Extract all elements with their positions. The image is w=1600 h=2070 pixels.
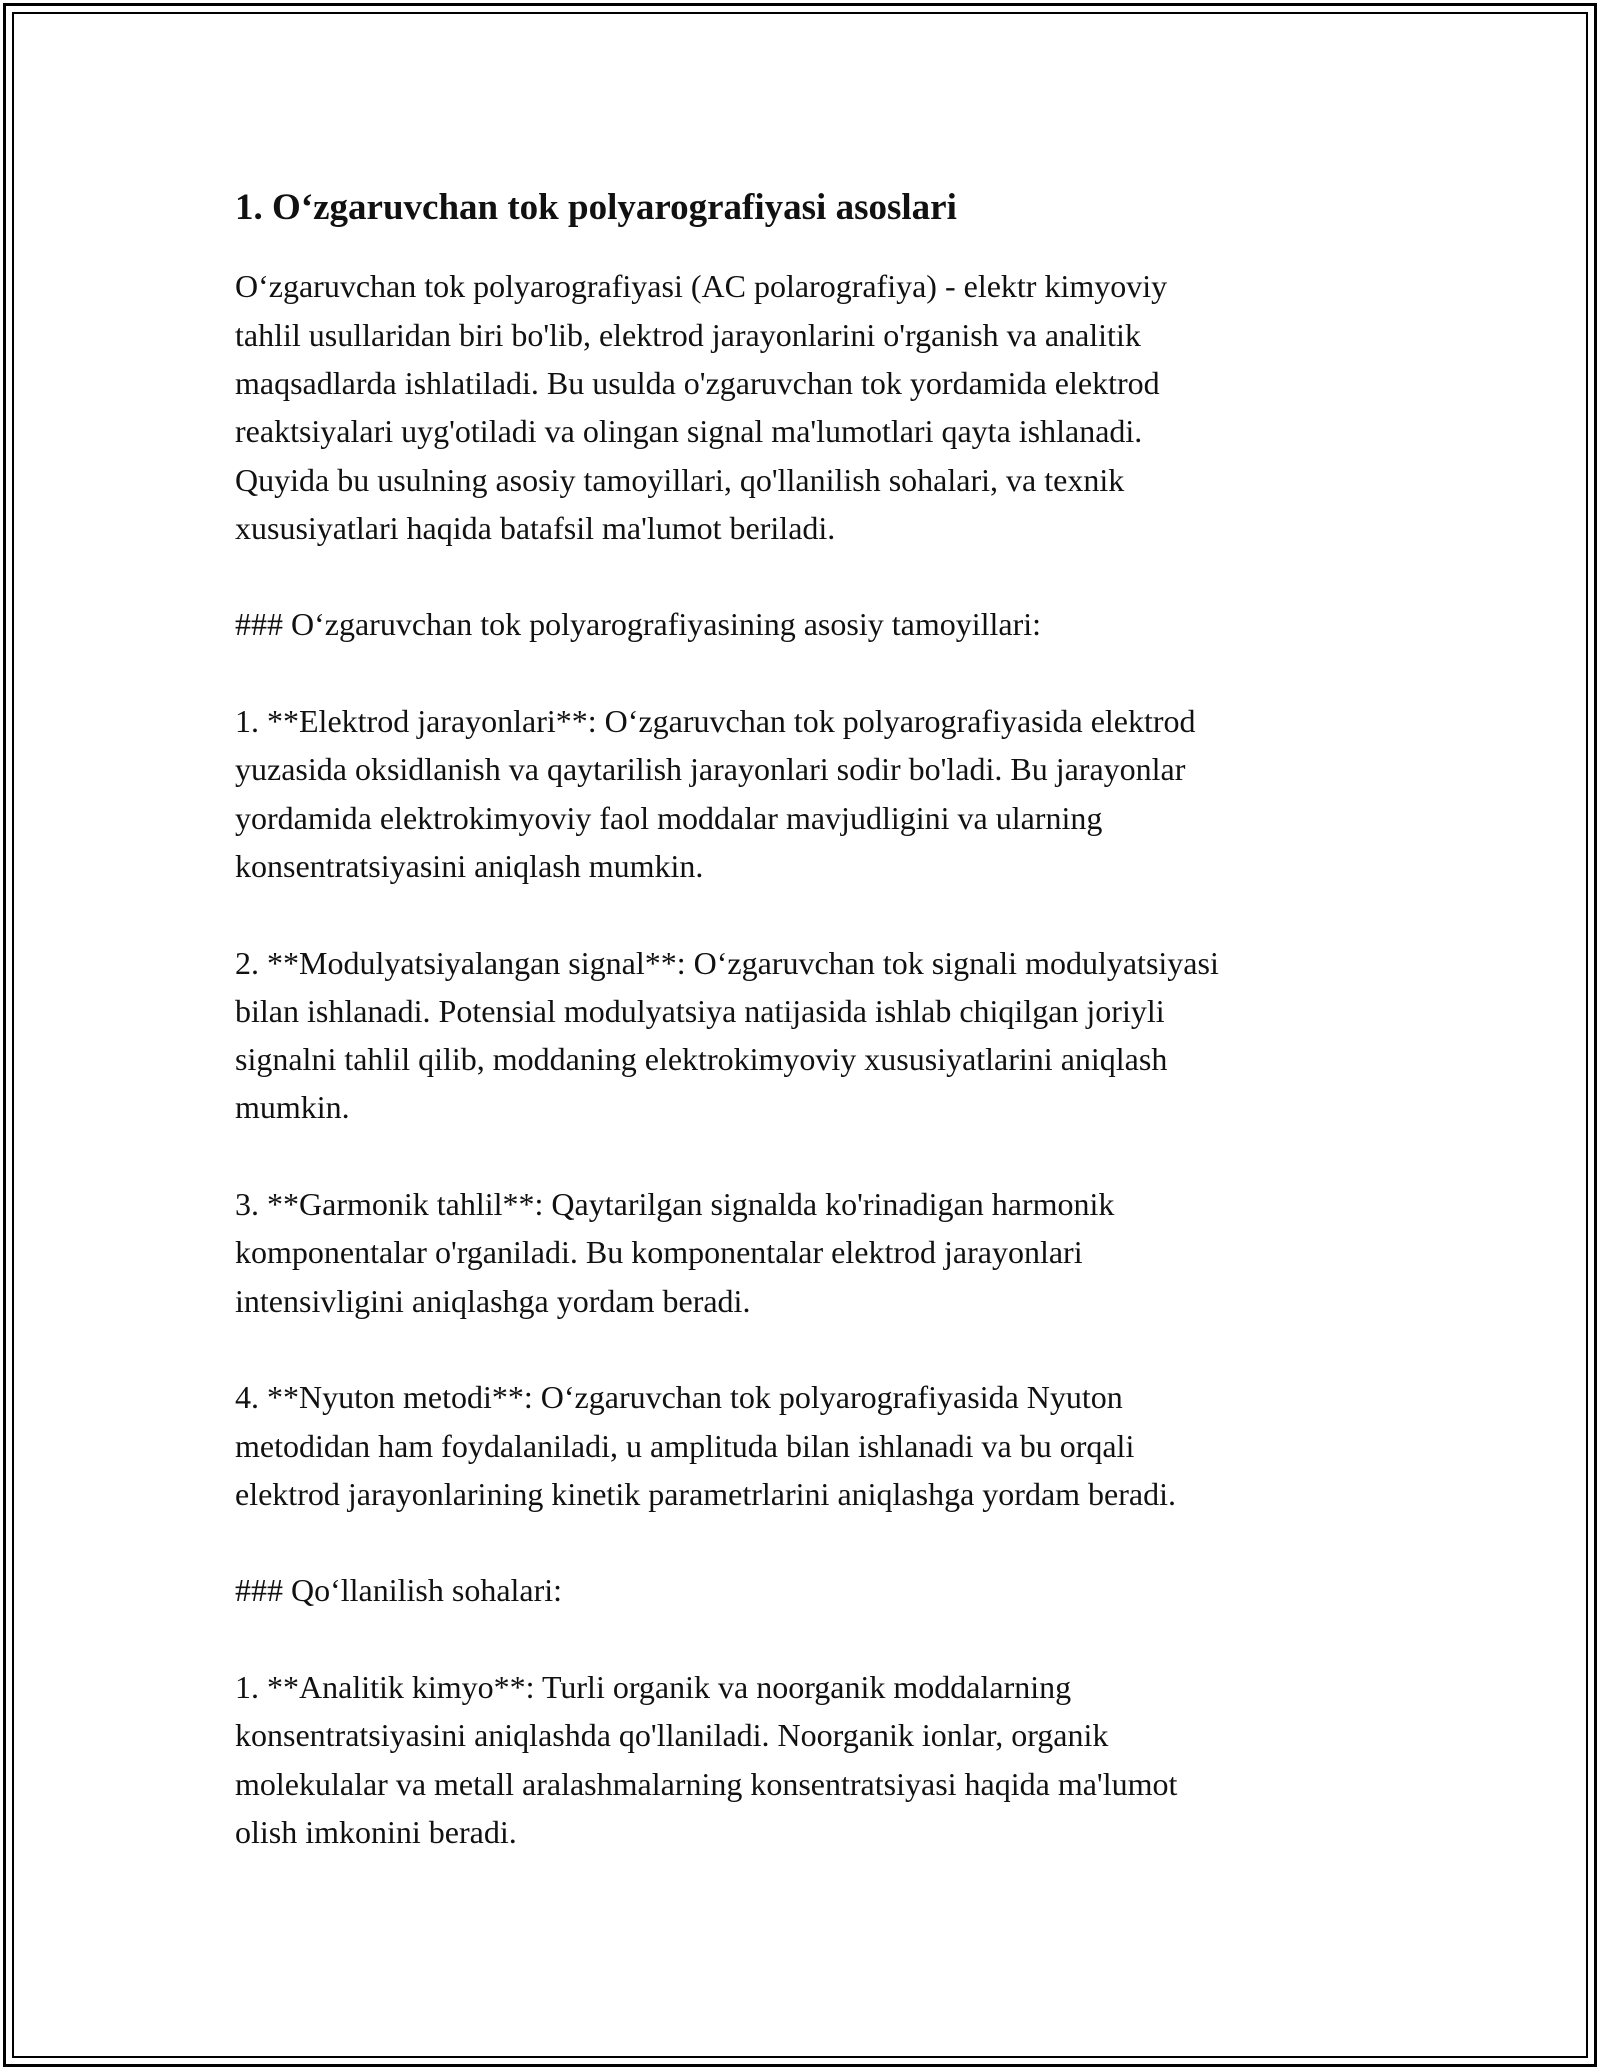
- principle-item-modulated-signal: 2. **Modulyatsiyalangan signal**: O‘zgaruvchan tok signali modulyatsiyasi bilan ishlanadi. Potensial modulyatsiya natijasida ishlab chiqilgan joriyli signalni tahlil qilib, moddaning elektrokimyoviy xususiyatlarini aniqlash mumkin.: [235, 944, 1219, 1126]
- principle-item-electrode-processes: 1. **Elektrod jarayonlari**: O‘zgaruvchan tok polyarografiyasida elektrod yuzasida oksidlanish va qaytarilish jarayonlari sodir bo'ladi. Bu jarayonlar yordamida elektrokimyoviy faol moddalar mavjudligini va ularning konsentratsiyasini aniqlash mumkin.: [235, 703, 1196, 884]
- document-body: [235, 186, 1385, 1904]
- applications-subheading: ### Qo‘llanilish sohalari:: [235, 1572, 563, 1609]
- principle-item-harmonic-analysis: 3. **Garmonik tahlil**: Qaytarilgan signalda ko'rinadigan harmonik komponentalar o'rganiladi. Bu komponentalar elektrod jarayonlari intensivligini aniqlashga yordam beradi.: [235, 1186, 1115, 1319]
- document-title: 1. O‘zgaruvchan tok polyarografiyasi asoslari: [235, 187, 957, 228]
- principle-item-newton-method: 4. **Nyuton metodi**: O‘zgaruvchan tok polyarografiyasida Nyuton metodidan ham foydalaniladi, u amplituda bilan ishlanadi va bu orqali elektrod jarayonlarining kinetik parametrlarini aniqlashga yordam beradi.: [235, 1379, 1176, 1512]
- intro-paragraph: O‘zgaruvchan tok polyarografiyasi (AC polarografiya) - elektr kimyoviy tahlil usullaridan biri bo'lib, elektrod jarayonlarini o'rganish va analitik maqsadlarda ishlatiladi. Bu usulda o'zgaruvchan tok yordamida elektrod reaktsiyalari uyg'otiladi va olingan signal ma'lumotlari qayta ishlanadi. Quyida bu usulning asosiy tamoyillari, qo'llanilish sohalari, va texnik xususiyatlari haqida batafsil ma'lumot beriladi.: [235, 268, 1168, 546]
- application-item-analytical-chemistry: 1. **Analitik kimyo**: Turli organik va noorganik moddalarning konsentratsiyasini aniqlashda qo'llaniladi. Noorganik ionlar, organik molekulalar va metall aralashmalarning konsentratsiyasi haqida ma'lumot olish imkonini beradi.: [235, 1669, 1178, 1850]
- principles-subheading: ### O‘zgaruvchan tok polyarografiyasining asosiy tamoyillari:: [235, 606, 1042, 643]
